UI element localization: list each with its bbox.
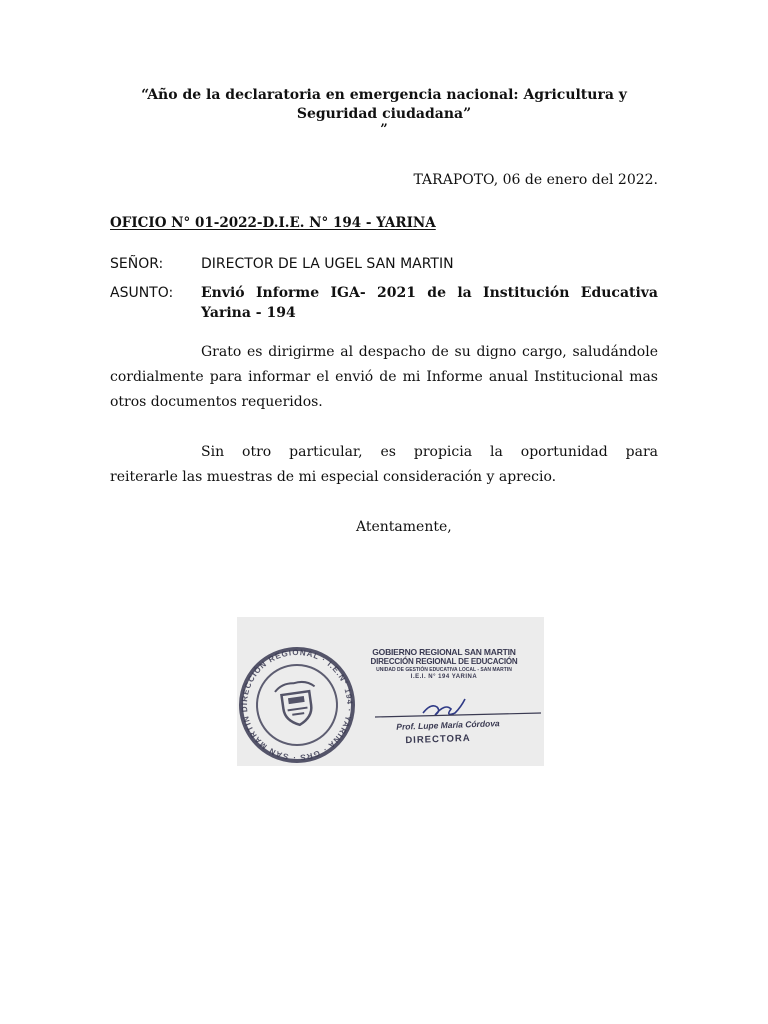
stamp-line-4: I.E.I. N° 194 YARINA — [410, 674, 478, 680]
stamp-line-3: UNIDAD DE GESTIÓN EDUCATIVA LOCAL - SAN MARTIN — [376, 667, 512, 673]
oficio-number: OFICIO N° 01-2022-D.I.E. N° 194 - YARINA — [110, 215, 436, 231]
asunto-line-2: Yarina - 194 — [201, 305, 296, 321]
asunto-line-1: Envió Informe IGA- 2021 de la Institución Educativa — [201, 285, 658, 301]
signature-line — [375, 713, 541, 717]
svg-text:DIRECCIÓN REGIONAL · I.E.N° 19 — [237, 641, 361, 766]
motto-text: “Año de la declaratoria en emergencia nacional: Agricultura y Seguridad ciudadana” — [141, 87, 627, 122]
signature-scribble — [423, 699, 465, 715]
signer-title: DIRECTORA — [405, 732, 471, 747]
body-paragraph-1 — [110, 340, 658, 415]
body-paragraph-2 — [110, 440, 658, 490]
signature-stamp-image — [237, 617, 544, 766]
seal-ring-text: DIRECCIÓN REGIONAL · I.E.N° 194 · YARINA · GRS · SAN MARTIN — [239, 647, 355, 763]
asunto-value — [201, 283, 658, 323]
senor-value: DIRECTOR DE LA UGEL SAN MARTIN — [201, 256, 454, 272]
national-year-motto — [110, 86, 658, 136]
asunto-label: ASUNTO: — [110, 285, 174, 301]
motto-trailing-quote: ” — [380, 122, 388, 137]
paragraph-2-first-line: Sin otro particular, es propicia la oportunidad para — [201, 444, 658, 460]
senor-label: SEÑOR: — [110, 256, 164, 272]
circular-seal — [237, 641, 361, 766]
coat-of-arms-icon — [274, 680, 320, 728]
paragraph-2-rest: reiterarle las muestras de mi especial consideración y aprecio. — [110, 469, 557, 485]
signer-name: Prof. Lupe María Córdova — [396, 718, 500, 732]
date-line: TARAPOTO, 06 de enero del 2022. — [413, 172, 658, 188]
paragraph-1-text: Grato es dirigirme al despacho de su digno cargo, saludándole cordialmente para informar el envió de mi Informe anual Institucional mas otros documentos requeridos. — [110, 344, 658, 410]
closing-salutation: Atentamente, — [356, 519, 452, 535]
stamp-line-1: GOBIERNO REGIONAL SAN MARTIN — [372, 647, 516, 657]
stamp-line-2: DIRECCIÓN REGIONAL DE EDUCACIÓN — [370, 657, 518, 666]
